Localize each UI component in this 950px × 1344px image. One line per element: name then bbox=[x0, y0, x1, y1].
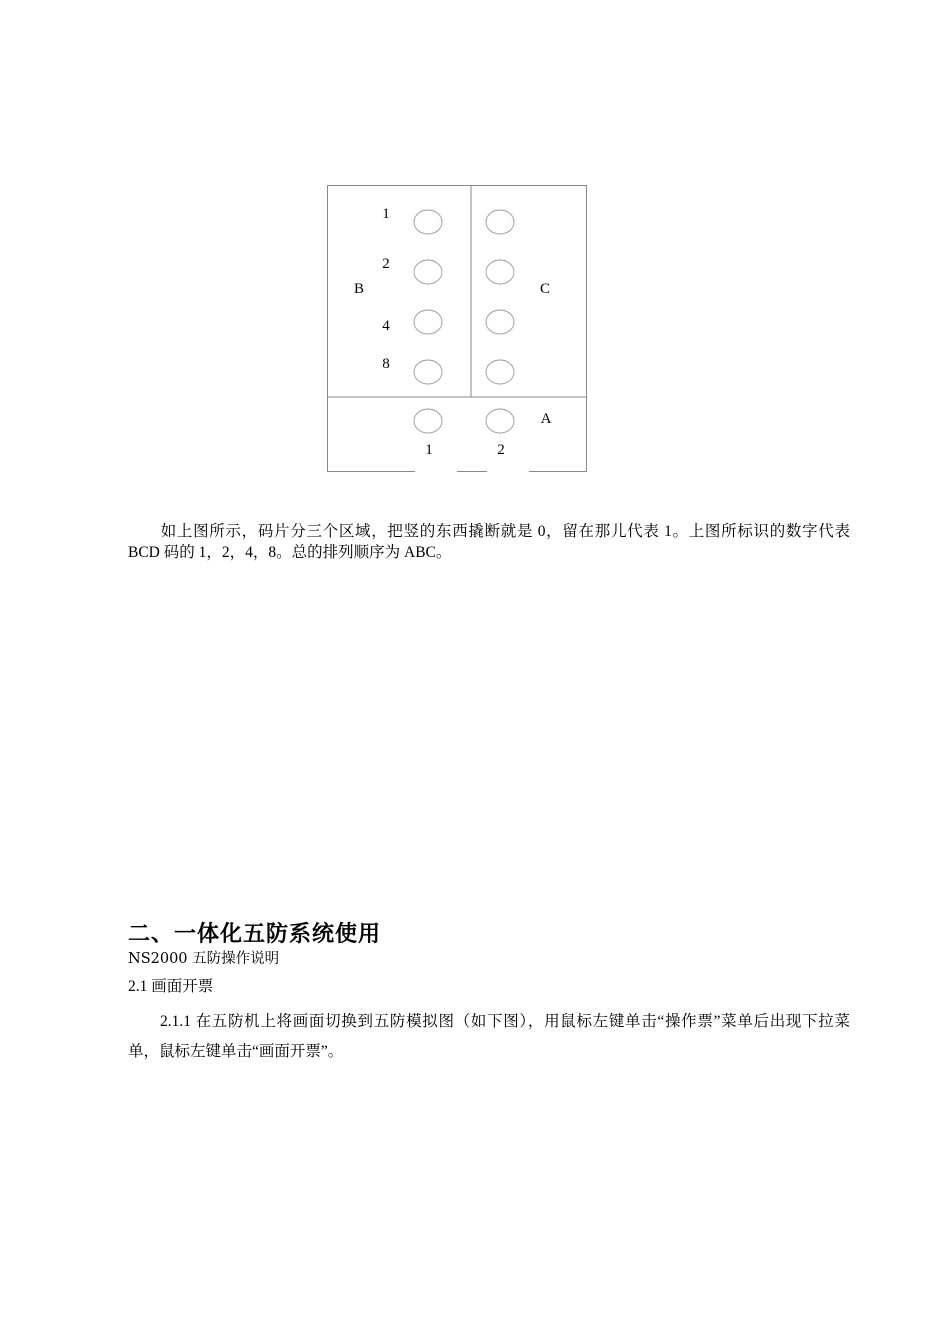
row-label-1: 1 bbox=[382, 206, 390, 222]
subtitle: NS2000 五防操作说明 bbox=[128, 951, 280, 967]
zone-b-label: B bbox=[353, 281, 365, 297]
hole-a-1 bbox=[414, 409, 442, 433]
row-label-4: 4 bbox=[382, 318, 390, 334]
bottom-label-1: 1 bbox=[425, 442, 433, 458]
hole-b-4 bbox=[414, 310, 442, 334]
hole-c-2 bbox=[486, 260, 514, 284]
diagram-explanation-paragraph bbox=[128, 521, 850, 563]
hole-c-8 bbox=[486, 360, 514, 384]
paragraph2-text: 2.1.1 在五防机上将画面切换到五防模拟图（如下图），用鼠标左键单击“操作票”菜单后出现下拉菜单，鼠标左键单击“画面开票”。 bbox=[128, 1013, 850, 1060]
section-heading: 二、一体化五防系统使用 bbox=[128, 922, 382, 947]
hole-c-4 bbox=[486, 310, 514, 334]
row-label-8: 8 bbox=[382, 356, 390, 372]
hole-c-1 bbox=[486, 210, 514, 234]
paragraph1-text: 如上图所示，码片分三个区域，把竖的东西撬断就是 0，留在那儿代表 1。上图所标识的数字代表 BCD 码的 1，2，4，8。总的排列顺序为 ABC。 bbox=[128, 523, 850, 561]
instruction-paragraph bbox=[128, 1007, 850, 1067]
bcd-code-chip-diagram bbox=[327, 185, 587, 472]
hole-b-2 bbox=[414, 260, 442, 284]
diagram-frame bbox=[327, 185, 587, 472]
subsection-title: 2.1 画面开票 bbox=[128, 978, 214, 995]
row-label-2: 2 bbox=[382, 256, 390, 272]
hole-a-2 bbox=[486, 409, 514, 433]
hole-b-8 bbox=[414, 360, 442, 384]
bottom-label-2: 2 bbox=[497, 442, 505, 458]
diagram-outer-border bbox=[328, 186, 587, 472]
zone-a-label: A bbox=[540, 411, 552, 427]
zone-c-label: C bbox=[539, 281, 551, 297]
hole-b-1 bbox=[414, 210, 442, 234]
